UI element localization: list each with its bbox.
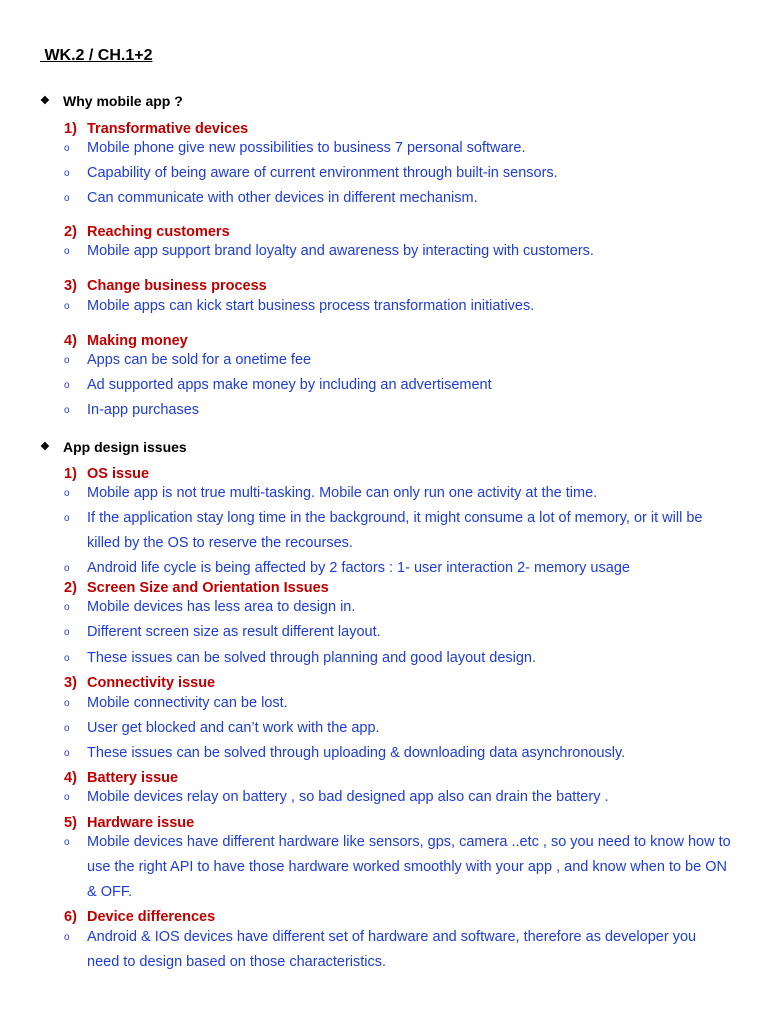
list-item-text: Mobile devices relay on battery , so bad designed app also can drain the battery . (87, 789, 609, 805)
circle-bullet-icon: o (64, 143, 70, 154)
list-item-text: If the application stay long time in the background, it might consume a lot of memory, or it will be killed by the OS to reserve the recourses. (87, 510, 703, 551)
item-number: 1) (64, 466, 77, 482)
item-number: 5) (64, 815, 77, 831)
subheading-text: Screen Size and Orientation Issues (87, 580, 329, 596)
list-item (64, 481, 744, 506)
circle-bullet-icon: o (64, 837, 70, 848)
circle-bullet-icon: o (64, 405, 70, 416)
list-item (64, 161, 744, 186)
circle-bullet-icon: o (64, 168, 70, 179)
subheading-making-money (64, 333, 188, 349)
circle-bullet-icon: o (64, 627, 70, 638)
list-item-text: Mobile app support brand loyalty and awareness by interacting with customers. (87, 243, 594, 259)
diamond-bullet-icon: ❖ (40, 440, 50, 453)
list-item (64, 186, 744, 211)
subheading-reaching-customers (64, 224, 230, 240)
subheading-screen-size-orientation (64, 580, 329, 596)
item-number: 3) (64, 278, 77, 294)
list-item (64, 785, 744, 810)
circle-bullet-icon: o (64, 246, 70, 257)
circle-bullet-icon: o (64, 698, 70, 709)
item-number: 3) (64, 675, 77, 691)
subheading-text: Reaching customers (87, 224, 230, 240)
subheading-text: Hardware issue (87, 815, 195, 831)
list-item (64, 348, 744, 373)
list-item-text: Mobile app is not true multi-tasking. Mobile can only run one activity at the time. (87, 485, 598, 501)
document-title: WK.2 / CH.1+2 (40, 47, 153, 64)
list-item-text: Mobile connectivity can be lost. (87, 695, 288, 711)
list-item-text: Mobile apps can kick start business process transformation initiatives. (87, 298, 535, 314)
subheading-hardware-issue (64, 815, 194, 831)
list-item-text: Can communicate with other devices in different mechanism. (87, 190, 478, 206)
list-item-text: Mobile devices has less area to design in. (87, 599, 356, 615)
list-item-text: Mobile devices have different hardware like sensors, gps, camera ..etc , so you need to know how to use the right API to have those hardware worked smoothly with your app , and know when to be ON & OFF. (87, 834, 731, 900)
list-item (64, 646, 744, 671)
circle-bullet-icon: o (64, 748, 70, 759)
list-item (64, 373, 744, 398)
list-item-text: Mobile phone give new possibilities to business 7 personal software. (87, 140, 526, 156)
circle-bullet-icon: o (64, 723, 70, 734)
list-item (64, 595, 744, 620)
section-heading-app-design-issues (40, 439, 187, 455)
list-item (64, 925, 744, 975)
circle-bullet-icon: o (64, 932, 70, 943)
list-item (64, 294, 744, 319)
section-heading-why-mobile-app (40, 93, 183, 109)
item-number: 2) (64, 580, 77, 596)
list-item-text: These issues can be solved through planning and good layout design. (87, 650, 537, 666)
list-item-text: Ad supported apps make money by including an advertisement (87, 377, 492, 393)
subheading-text: Battery issue (87, 770, 179, 786)
list-item-text: User get blocked and can’t work with the app. (87, 720, 380, 736)
list-item (64, 136, 744, 161)
list-item (64, 741, 744, 766)
subheading-os-issue (64, 466, 149, 482)
subheading-text: OS issue (87, 466, 150, 482)
diamond-bullet-icon: ❖ (40, 94, 50, 107)
subheading-text: Change business process (87, 278, 267, 294)
list-item-text: Capability of being aware of current environment through built-in sensors. (87, 165, 558, 181)
list-item-text: Android & IOS devices have different set of hardware and software, therefore as developer you need to design based on those characteristics. (87, 929, 697, 970)
circle-bullet-icon: o (64, 488, 70, 499)
circle-bullet-icon: o (64, 355, 70, 366)
list-item (64, 620, 744, 645)
item-number: 4) (64, 333, 77, 349)
subheading-transformative-devices (64, 121, 248, 137)
list-item (64, 506, 744, 556)
list-item (64, 830, 744, 905)
list-item-text: These issues can be solved through uploading & downloading data asynchronously. (87, 745, 626, 761)
item-number: 2) (64, 224, 77, 240)
subheading-text: Connectivity issue (87, 675, 216, 691)
subheading-text: Transformative devices (87, 121, 249, 137)
circle-bullet-icon: o (64, 513, 70, 524)
item-number: 6) (64, 909, 77, 925)
subheading-text: Making money (87, 333, 188, 349)
list-item-text: Android life cycle is being affected by 2 factors : 1- user interaction 2- memory usage (87, 560, 630, 576)
circle-bullet-icon: o (64, 653, 70, 664)
list-item (64, 239, 744, 264)
list-item-text: In-app purchases (87, 402, 200, 418)
item-number: 1) (64, 121, 77, 137)
circle-bullet-icon: o (64, 193, 70, 204)
subheading-change-business-process (64, 278, 267, 294)
subheading-connectivity-issue (64, 675, 215, 691)
subheading-device-differences (64, 909, 215, 925)
list-item-text: Different screen size as result different layout. (87, 624, 381, 640)
circle-bullet-icon: o (64, 792, 70, 803)
list-item (64, 556, 744, 581)
circle-bullet-icon: o (64, 563, 70, 574)
section-heading-text: Why mobile app ? (63, 93, 183, 109)
section-heading-text: App design issues (63, 439, 187, 455)
circle-bullet-icon: o (64, 301, 70, 312)
circle-bullet-icon: o (64, 602, 70, 613)
subheading-text: Device differences (87, 909, 216, 925)
list-item (64, 716, 744, 741)
item-number: 4) (64, 770, 77, 786)
list-item-text: Apps can be sold for a onetime fee (87, 352, 312, 368)
list-item (64, 691, 744, 716)
list-item (64, 398, 744, 423)
subheading-battery-issue (64, 770, 178, 786)
circle-bullet-icon: o (64, 380, 70, 391)
